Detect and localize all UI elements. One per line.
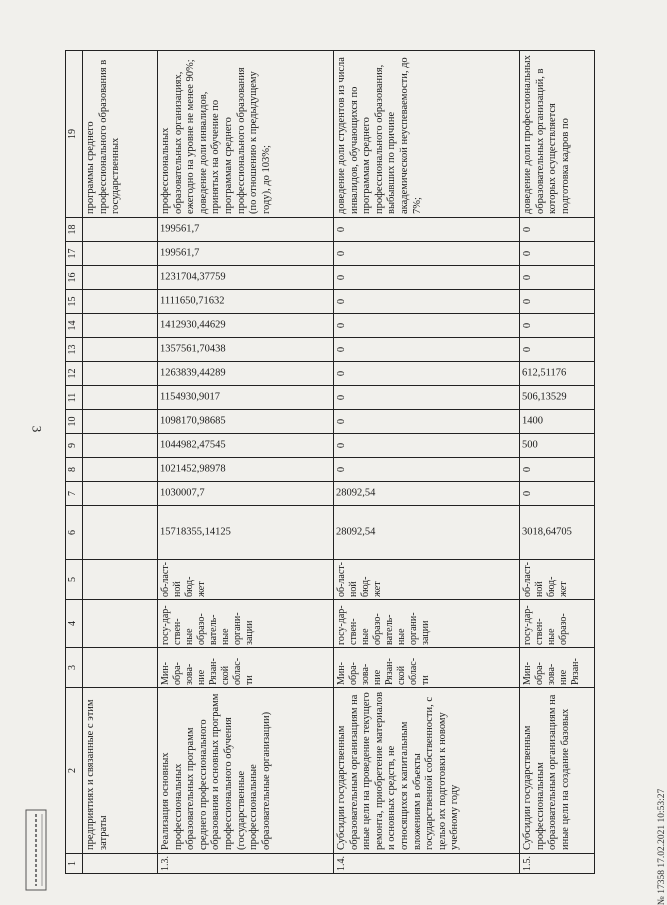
amount-cell: [157, 362, 333, 386]
registration-footer: № 17358 17.02.2021 10:53:27: [657, 788, 667, 905]
amount-cell: 0: [519, 242, 595, 266]
column-header-13: 13: [65, 338, 82, 362]
amount-cell: [157, 482, 333, 506]
funding-source-cell: [82, 560, 157, 600]
recipient-cell: госу-дар-ствен-ные образо-: [519, 600, 595, 648]
amount-cell-text: 1357561,70438: [160, 343, 226, 355]
column-header-2: 2: [65, 688, 82, 854]
amount-cell: 0: [519, 482, 595, 506]
activity-name: Реализация основных профессиональных образовательных программ среднего профессионального образования и основных программ профессионального обучения (государственные профессиональные образовательные организации): [157, 688, 333, 854]
row-number: 1.5.: [519, 854, 595, 874]
funding-source-cell: об-ласт-ной бюд-жет: [333, 560, 519, 600]
amount-cell: [519, 386, 595, 410]
amount-cell-text: 1021452,98978: [160, 463, 226, 475]
amount-cell: 0: [333, 458, 519, 482]
amount-cell: [519, 506, 595, 560]
amount-cell: [82, 482, 157, 506]
amount-cell: 0: [333, 242, 519, 266]
amount-cell-text: 1154930,9017: [160, 391, 220, 403]
column-header-3: 3: [65, 648, 82, 688]
amount-cell: [519, 410, 595, 434]
amount-cell: [157, 218, 333, 242]
amount-cell: [157, 314, 333, 338]
amount-cell: 0: [333, 290, 519, 314]
page-number: 3: [29, 425, 45, 433]
row-number: [82, 854, 157, 874]
indicators-cell: доведение доли студентов из числа инвалидов, обучающихся по программам среднего профессионального образования, выбывших по причине академической неуспеваемости, до 7%;: [333, 50, 519, 218]
amount-cell: 0: [333, 410, 519, 434]
amount-cell: [82, 218, 157, 242]
amount-cell: 0: [333, 266, 519, 290]
amount-cell: [82, 362, 157, 386]
amount-cell-text: 1231704,37759: [160, 271, 226, 283]
activity-name: Субсидии государственным образовательным организациям на иные цели на проведение текущего ремонта, приобретение материалов и основных средств, не относящихся к капитальным вложениям в объекты государственной собственности, с целью их подготовки к новому учебному году: [333, 688, 519, 854]
activity-name: Субсидии государственным профессиональным образовательным организациям на иные цели на создание базовых: [519, 688, 595, 854]
amount-cell: [157, 434, 333, 458]
amount-cell-text: 3018,64705: [522, 526, 572, 538]
amount-cell: [82, 434, 157, 458]
amount-cell-text: 15718355,14125: [160, 526, 231, 538]
amount-cell-text: 1111650,71632: [160, 295, 225, 307]
amount-cell: [333, 482, 519, 506]
amount-cell-text: 506,13529: [522, 391, 567, 403]
amount-cell-text: 1044982,47545: [160, 439, 226, 451]
column-header-15: 15: [65, 290, 82, 314]
amount-cell-text: 199561,7: [160, 247, 200, 259]
amount-cell: [519, 362, 595, 386]
amount-cell: 0: [519, 314, 595, 338]
indicators-cell: программы среднего профессионального образования в государственных: [82, 50, 157, 218]
column-header-18: 18: [65, 218, 82, 242]
amount-cell: [157, 410, 333, 434]
column-header-7: 7: [65, 482, 82, 506]
amount-cell: [82, 266, 157, 290]
column-header-4: 4: [65, 600, 82, 648]
amount-cell-text: 28092,54: [336, 526, 376, 538]
amount-cell: [82, 506, 157, 560]
amount-cell: [82, 410, 157, 434]
recipient-cell: [82, 600, 157, 648]
column-header-6: 6: [65, 506, 82, 560]
column-header-9: 9: [65, 434, 82, 458]
amount-cell: [157, 338, 333, 362]
column-header-10: 10: [65, 410, 82, 434]
amount-cell: [82, 458, 157, 482]
amount-cell: 0: [333, 386, 519, 410]
amount-cell: [157, 242, 333, 266]
recipient-cell: госу-дар-ствен-ные образо-ватель-ные органи-зации: [333, 600, 519, 648]
column-header-5: 5: [65, 560, 82, 600]
amount-cell: 0: [333, 338, 519, 362]
amount-cell: [157, 506, 333, 560]
amount-cell-text: 1098170,98685: [160, 415, 226, 427]
program-table: [65, 32, 595, 874]
amount-cell: 0: [519, 290, 595, 314]
indicators-cell: доведение доли профессиональных образовательных организаций, в которых осуществляется подготовка кадров по: [519, 50, 595, 218]
amount-cell: 0: [333, 434, 519, 458]
amount-cell-text: 1400: [522, 415, 543, 427]
recipient-cell: госу-дар-ствен-ные образо-ватель-ные органи-зации: [157, 600, 333, 648]
executor-cell: Мин-обра-зова-ние Рязан-ской облас-ти: [157, 648, 333, 688]
amount-cell: [157, 458, 333, 482]
column-header-19: 19: [65, 50, 82, 218]
amount-cell: 0: [519, 338, 595, 362]
executor-cell: Мин-обра-зова-ние Рязан-ской облас-ти: [333, 648, 519, 688]
column-header-16: 16: [65, 266, 82, 290]
column-header-12: 12: [65, 362, 82, 386]
amount-cell: 0: [333, 314, 519, 338]
amount-cell-text: 1263839,44289: [160, 367, 226, 379]
amount-cell: [157, 266, 333, 290]
indicators-cell: профессиональных образовательных организациях, ежегодно на уровне не менее 90%; доведение доли инвалидов, принятых на обучение по программам среднего профессионального образования (по отношению к предыдущему году), до 103%;: [157, 50, 333, 218]
amount-cell: [82, 242, 157, 266]
amount-cell: [82, 314, 157, 338]
amount-cell: [82, 290, 157, 314]
amount-cell: [82, 338, 157, 362]
executor-cell: [82, 648, 157, 688]
column-header-14: 14: [65, 314, 82, 338]
amount-cell-text: 1030007,7: [160, 487, 205, 499]
column-header-8: 8: [65, 458, 82, 482]
amount-cell: 0: [519, 266, 595, 290]
amount-cell-text: 28092,54: [336, 487, 376, 499]
amount-cell-text: 1412930,44629: [160, 319, 226, 331]
amount-cell: [157, 290, 333, 314]
amount-cell: 0: [519, 458, 595, 482]
stamp-logo-icon: [18, 800, 54, 900]
amount-cell: 0: [333, 362, 519, 386]
amount-cell-text: 612,51176: [522, 367, 567, 379]
funding-source-cell: об-ласт-ной бюд-жет: [519, 560, 595, 600]
amount-cell: [82, 386, 157, 410]
column-header-11: 11: [65, 386, 82, 410]
amount-cell: 0: [333, 218, 519, 242]
column-header-1: 1: [65, 854, 82, 874]
amount-cell: 0: [519, 218, 595, 242]
column-header-17: 17: [65, 242, 82, 266]
funding-source-cell: об-ласт-ной бюд-жет: [157, 560, 333, 600]
row-number: 1.4.: [333, 854, 519, 874]
executor-cell: Мин-обра-зова-ние Рязан-: [519, 648, 595, 688]
amount-cell-text: 500: [522, 439, 538, 451]
activity-name: предприятиях и связанные с этим затраты: [82, 688, 157, 854]
row-number: 1.3.: [157, 854, 333, 874]
amount-cell: [157, 386, 333, 410]
amount-cell-text: 199561,7: [160, 223, 200, 235]
amount-cell: [519, 434, 595, 458]
amount-cell: [333, 506, 519, 560]
